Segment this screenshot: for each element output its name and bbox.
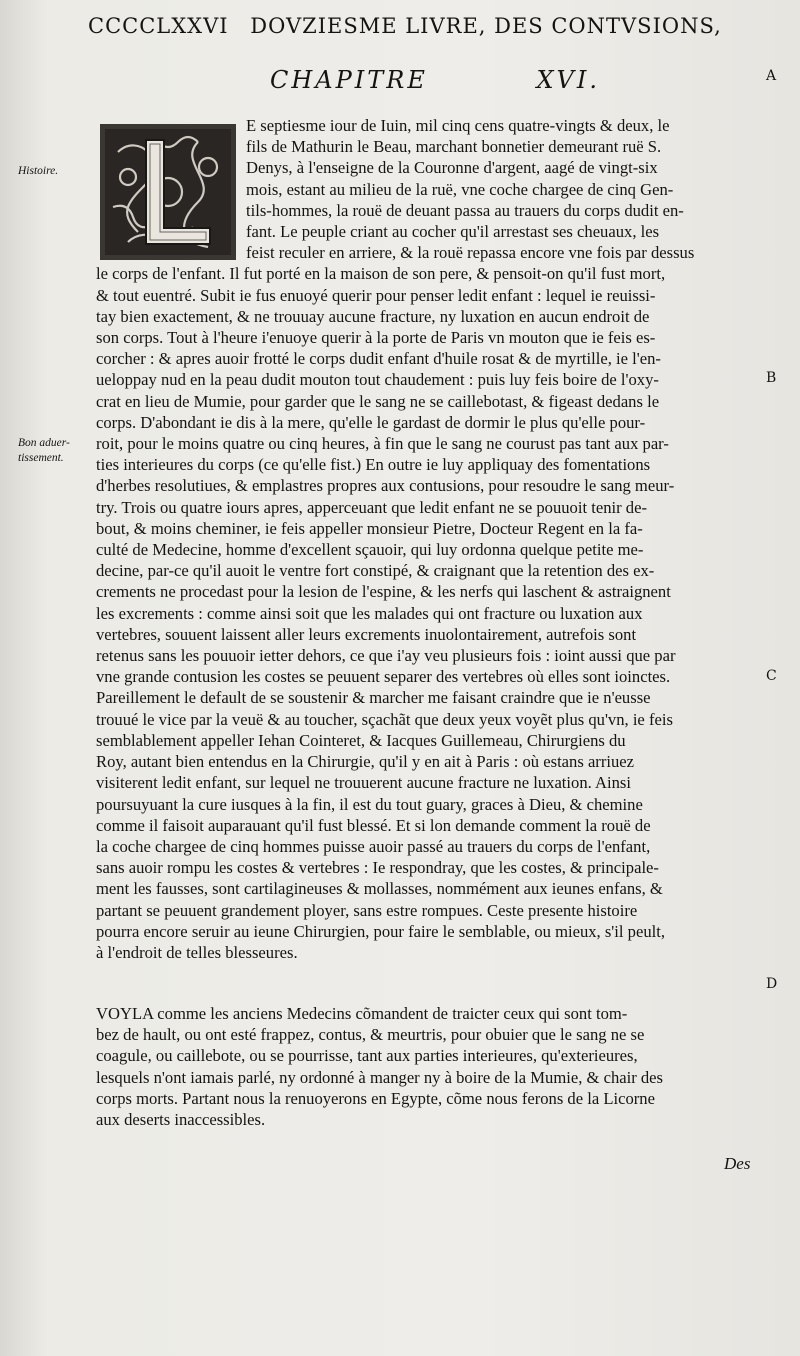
chapter-number: XVI. — [536, 66, 600, 94]
side-note-line-2: tissement. — [18, 452, 64, 464]
text-line: E septiesme iour de Iuin, mil cinq cens quatre-vingts & deux, le — [246, 116, 670, 135]
text-line: ment les fausses, sont cartilagineuses & mollasses, nommément aux ieunes enfans, & — [96, 879, 663, 899]
text-line: pourra encore seruir au ieune Chirurgien, pour faire le semblable, ou mieux, s'il peult, — [96, 921, 665, 941]
text-line: Pareillement le default de se soustenir & marcher me faisant craindre que ie n'eusse — [96, 688, 651, 708]
text-line: poursuyuant la cure iusques à la fin, il est du tout guary, graces à Dieu, & chemine — [96, 794, 643, 814]
main-paragraph — [96, 115, 754, 963]
second-paragraph — [96, 1003, 754, 1130]
text-line: fils de Mathurin le Beau, marchant bonnetier demeurant ruë S. — [246, 137, 662, 157]
text-line: trouué le vice par la veuë & au toucher, sçachãt que deux yeux voyẽt plus qu'vn, ie feis — [96, 709, 673, 729]
text-line: roit, pour le moins quatre ou cinq heures, à fin que le sang ne courust pas tant aux par- — [96, 434, 669, 454]
chapter-heading — [270, 66, 600, 94]
text-line: coagule, ou caillebote, ou se pourrisse, tant aux parties interieures, qu'exterieures, — [96, 1046, 638, 1066]
text-line: ties interieures du corps (ce qu'elle fist.) En outre ie luy appliquay des fomentations — [96, 455, 651, 475]
text-line: Denys, à l'enseigne de la Couronne d'argent, aagé de vingt-six — [246, 158, 658, 178]
running-title: DOVZIESME LIVRE, DES CONTVSIONS, — [250, 14, 722, 38]
text-line: corps. D'abondant ie dis à la mere, qu'elle le gardast de dormir le plus qu'elle pour- — [96, 412, 646, 432]
text-line: tils-hommes, la rouë de deuant passa au trauers du corps dudit en- — [246, 200, 684, 220]
side-note-histoire — [18, 164, 58, 179]
margin-letter-d: D — [766, 976, 778, 992]
text-line: Roy, autant bien entendus en la Chirurgie, qu'il y en ait à Paris : où estans arriuez — [96, 752, 634, 772]
text-line: vertebres, souuent laissent aller leurs excrements inuolontairement, autrefois sont — [96, 624, 637, 644]
text-line: d'herbes resolutiues, & emplastres propres aux contusions, pour resoudre le sang meur- — [96, 476, 675, 496]
text-line: le corps de l'enfant. Il fut porté en la maison de son pere, & pensoit-on qu'il fust mort, — [96, 264, 666, 284]
text-line: bout, & moins cheminer, ie feis appeller monsieur Pietre, Docteur Regent en la fa- — [96, 518, 643, 538]
text-line: aux deserts inaccessibles. — [96, 1110, 266, 1130]
text-line: decine, par-ce qu'il auoit le ventre fort constipé, & craignant que la retention des ex- — [96, 561, 655, 581]
side-note-aduertissement — [18, 436, 70, 466]
margin-letter-a: A — [766, 68, 777, 84]
text-line: fant. Le peuple criant au cocher qu'il arrestast ses cheuaux, les — [246, 222, 660, 242]
margin-letter-c: C — [766, 668, 777, 684]
text-line: les excrements : comme ainsi soit que les malades qui ont fracture ou luxation aux — [96, 603, 643, 623]
text-line: lesquels n'ont iamais parlé, ny ordonné à manger ny à boire de la Mumie, & chair des — [96, 1067, 664, 1087]
side-note-line-1: Bon aduer- — [18, 437, 70, 449]
text-line: VOYLA comme les anciens Medecins cõmandent de traicter ceux qui sont tom- — [96, 1004, 628, 1023]
text-line: comme il faisoit auparauant qu'il fust blessé. Et si lon demande comment la rouë de — [96, 815, 651, 835]
text-line: partant se peuuent grandement ployer, sans estre rompues. Ceste presente histoire — [96, 900, 638, 920]
text-line: visiterent ledit enfant, sur lequel ne trouuerent aucune fracture ne luxation. Ainsi — [96, 773, 631, 793]
text-line: bez de hault, ou ont esté frappez, contus, & meurtris, pour obuier que le sang ne se — [96, 1025, 645, 1045]
text-line: try. Trois ou quatre iours apres, apperceuant que ledit enfant ne se pouuoit tenir de- — [96, 497, 647, 517]
text-line: corcher : & apres auoir frotté le corps dudit enfant d'huile rosat & de myrtille, ie l'en- — [96, 349, 661, 369]
catchword: Des — [724, 1154, 751, 1173]
margin-letter-b: B — [766, 370, 777, 386]
chapter-word: CHAPITRE — [270, 66, 428, 94]
text-line: ueloppay nud en la peau dudit mouton tout chaudement : puis luy feis boire de l'oxy- — [96, 370, 659, 390]
text-line: vne grande contusion les costes se peuuent separer des vertebres où elles sont ioinctes. — [96, 667, 671, 687]
text-line: semblablement appeller Iehan Cointeret, & Iacques Guillemeau, Chirurgiens du — [96, 730, 626, 750]
text-line: corps morts. Partant nous la renuoyerons en Egypte, cõme nous ferons de la Licorne — [96, 1088, 655, 1108]
text-line: crat en lieu de Mumie, pour garder que le sang ne se caillebotast, & figeast dedans le — [96, 391, 660, 411]
text-line: sans auoir rompu les costes & vertebres : Ie respondray, que les costes, & principale- — [96, 858, 659, 878]
text-line: feist reculer en arriere, & la rouë repassa encore vne fois par dessus — [246, 243, 695, 263]
text-line: son corps. Tout à l'heure i'enuoye querir à la porte de Paris vn mouton que ie feis es- — [96, 328, 656, 348]
running-head — [88, 14, 728, 38]
folio-number: CCCCLXXVI — [88, 14, 229, 38]
text-line: crements ne procedast pour la lesion de l'espine, & les nerfs qui laschent & astraignent — [96, 582, 671, 602]
text-line: la coche chargee de cinq hommes puisse auoir passé au trauers du corps de l'enfant, — [96, 836, 651, 856]
text-line: mois, estant au milieu de la ruë, vne coche chargee de cinq Gen- — [246, 179, 674, 199]
text-line: tay bien exactement, & ne trouuay aucune fracture, ny luxation en aucun endroit de — [96, 306, 650, 326]
text-line: retenus sans les pouuoir ietter dehors, ce que i'ay veu plusieurs fois : ioint aussi que par — [96, 646, 676, 666]
text-line: & tout euentré. Subit ie fus enuoyé querir pour penser ledit enfant : lequel ie reuissi- — [96, 285, 656, 305]
text-line: à l'endroit de telles blesseures. — [96, 942, 298, 962]
side-note-histoire-text: Histoire. — [18, 165, 59, 177]
text-line: culté de Medecine, homme d'excellent sçauoir, qui luy ordonna quelque petite me- — [96, 540, 644, 560]
